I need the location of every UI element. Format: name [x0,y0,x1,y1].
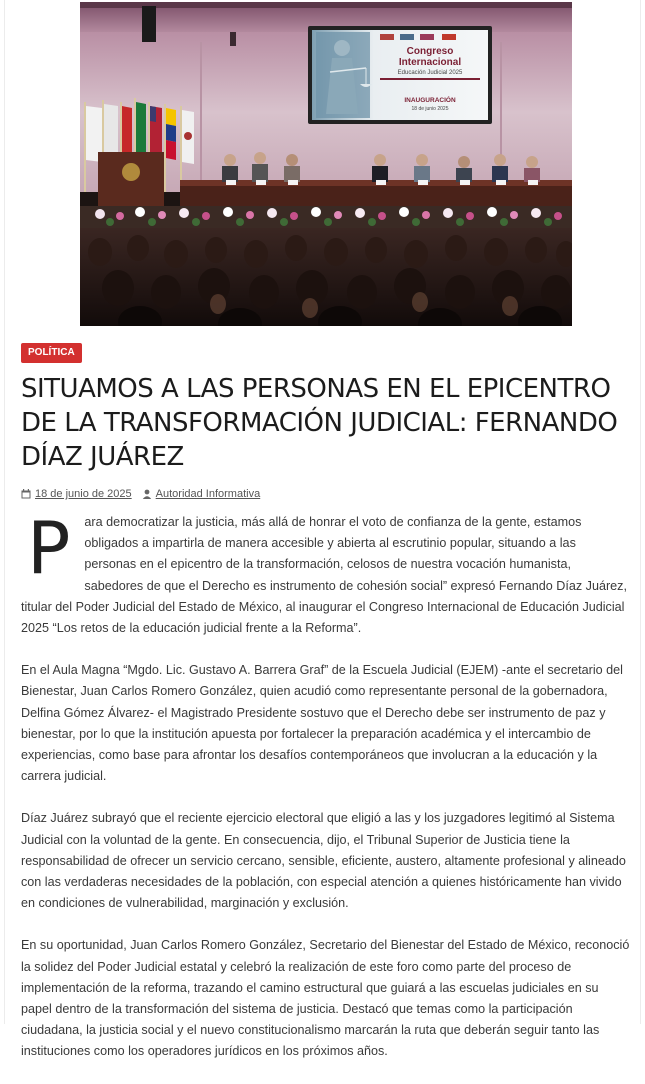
paragraph-3: Díaz Juárez subrayó que el reciente ejercicio electoral que eligió a las y los juzgadores legitimó al Sistema Judicial con la voluntad de la gente. En consecuencia, dijo, el Tribunal Superior de Justicia tiene la responsabilidad de ofrecer un servicio cercano, sensible, eficiente, austero, altamente profesional y alineado con las verdaderas necesidades de la población, con especial atención a quienes históricamente han vivido en condiciones de vulnerabilidad, marginación y exclusión. [21,811,626,911]
article-title: SITUAMOS A LAS PERSONAS EN EL EPICENTRO DE LA TRANSFORMACIÓN JUDICIAL: FERNANDO DÍAZ JUÁREZ [21,374,618,472]
calendar-icon [21,489,31,499]
screen-date: 18 de junio 2025 [411,106,449,112]
user-icon [142,489,152,499]
paragraph-2: En el Aula Magna “Mgdo. Lic. Gustavo A. Barrera Graf” de la Escuela Judicial (EJEM) -ante el secretario del Bienestar, Juan Carlos Romero González, quien acudió como representante personal de la gobernadora, Delfina Gómez Álvarez- el Magistrado Presidente sostuvo que el Derecho debe ser instrumento de paz y bienestar, por lo que la institución apuesta por fortalecer la preparación académica y el intercambio de experiencias, como base para afrontar los desafíos contemporáneos que involucran a la educación y la carrera judicial. [21,663,623,784]
hero-photo [80,2,572,326]
dropcap-letter: P [27,506,71,590]
screen-title-line2: Internacional [398,57,462,68]
hero-illustration [80,2,572,326]
category-badge[interactable]: POLÍTICA [21,343,82,363]
article-meta [21,486,260,502]
article-page [4,0,641,1059]
paragraph-4: En su oportunidad, Juan Carlos Romero González, Secretario del Bienestar del Estado de México, reconoció la solidez del Poder Judicial estatal y celebró la realización de este foro como parte del proceso de implementación de la reforma, trazando el camino estructural que guiará a las escuelas judiciales en su papel dentro de la transformación del sistema de justicia. Destacó que temas como la participación ciudadana, la justicia social y el nuevo constitucionalismo marcarán la ruta que deberán seguir tanto las instituciones como los operadores jurídicos en los próximos años. [21,938,630,1059]
speaker-icon [142,6,156,42]
paragraph-1 [21,506,631,639]
justice-statue-icon [316,32,372,118]
screen-title-line1: Congreso [406,46,454,57]
paragraph-1-text: ara democratizar la justicia, más allá de honrar el voto de confianza de la gente, estamos obligados a impartirla de manera accesible y abierta al escrutinio popular, situando a las personas en el epicentro de la transformación, celosos de nuestra vocación humanista, sabedores de que el Derecho es instrumento de cohesión social” expresó Fernando Díaz Juárez, titular del Poder Judicial del Estado de México, al inaugurar el Congreso Internacional de Educación Judicial 2025 “Los retos de la educación judicial frente a la Reforma”. [21,515,627,636]
article-date-link[interactable]: 18 de junio de 2025 [35,488,132,500]
screen-inauguracion: INAUGURACIÓN [404,97,456,104]
screen-subtitle: Educación Judicial 2025 [397,70,463,76]
article-body [21,506,631,1084]
article-author-link[interactable]: Autoridad Informativa [155,488,261,500]
